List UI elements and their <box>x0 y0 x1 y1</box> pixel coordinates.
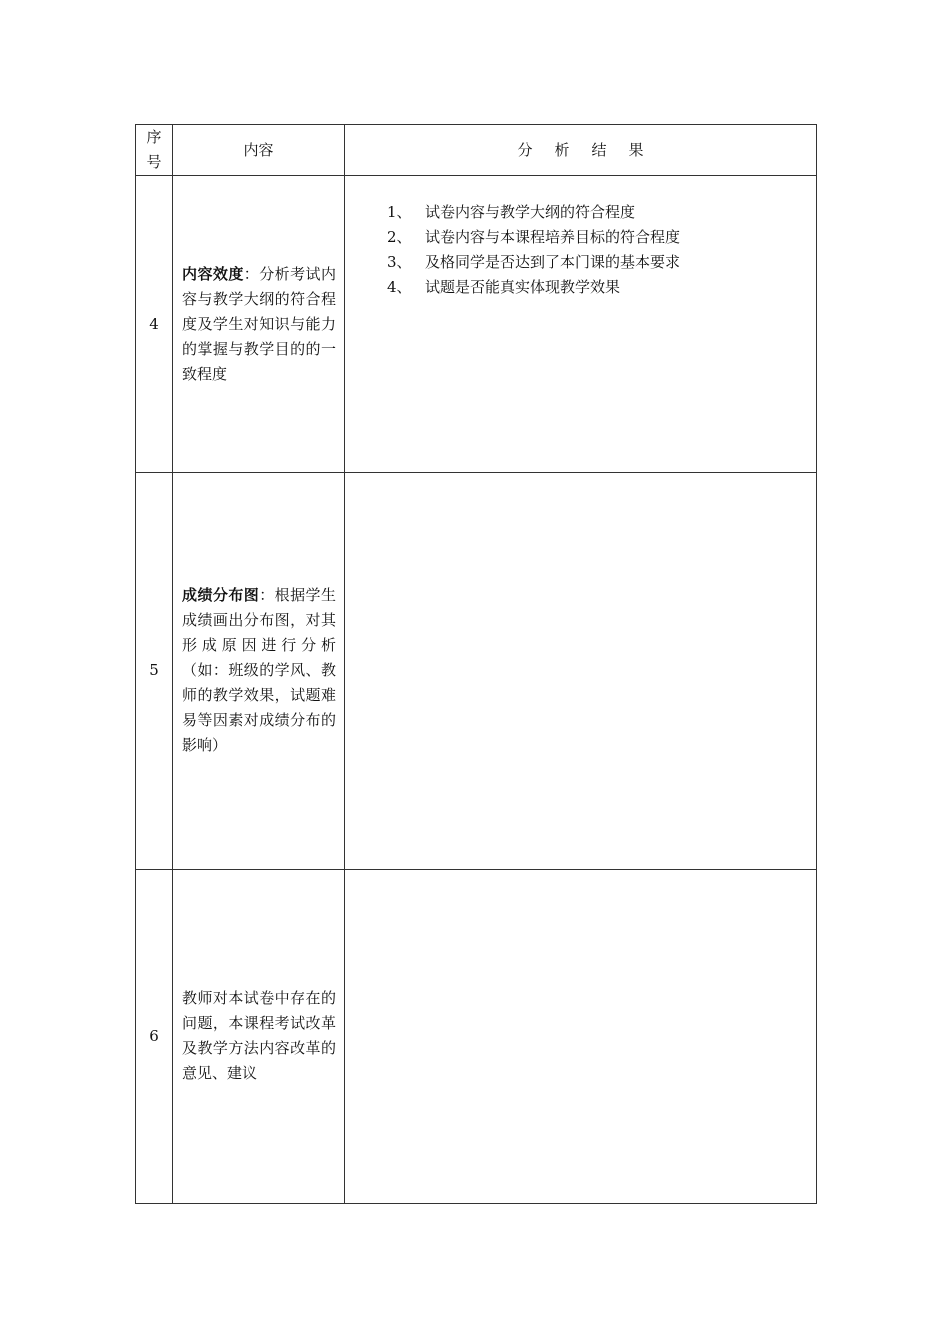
row-number: 6 <box>136 869 173 1203</box>
row-content <box>173 473 345 869</box>
row-content <box>173 869 345 1203</box>
list-item-text: 试卷内容与教学大纲的符合程度 <box>425 203 636 222</box>
table-row <box>136 176 817 473</box>
list-item <box>387 250 816 275</box>
list-item-text: 试题是否能真实体现教学效果 <box>425 278 621 297</box>
list-item <box>387 275 816 300</box>
header-number-line1: 序 <box>146 128 162 147</box>
row-result-empty[interactable] <box>345 473 817 869</box>
list-item-text: 试卷内容与本课程培养目标的符合程度 <box>425 228 681 247</box>
table-row <box>136 473 817 869</box>
row-content-body: 教师对本试卷中存在的问题，本课程考试改革及教学方法内容改革的意见、建议 <box>182 989 336 1083</box>
list-item <box>387 200 816 225</box>
row-content <box>173 176 345 473</box>
list-item-index: 4、 <box>387 278 412 297</box>
list-item-index: 3、 <box>387 253 412 272</box>
table-header-row <box>136 125 817 176</box>
row-content-lead: 成绩分布图 <box>182 586 260 605</box>
table-row <box>136 869 817 1203</box>
header-number-line2: 号 <box>146 153 162 172</box>
header-result: 分析结果 <box>345 125 817 176</box>
list-item-text: 及格同学是否达到了本门课的基本要求 <box>425 253 681 272</box>
row-content-body: ：根据学生成绩画出分布图，对其形成原因进行分析（如：班级的学风、教师的教学效果，试题难易等因素对成绩分布的影响） <box>182 586 336 755</box>
row-result-empty[interactable] <box>345 869 817 1203</box>
row-result <box>345 176 817 473</box>
header-number <box>136 125 173 176</box>
row-number: 4 <box>136 176 173 473</box>
row-number: 5 <box>136 473 173 869</box>
list-item-index: 1、 <box>387 203 412 222</box>
list-item-index: 2、 <box>387 228 412 247</box>
result-list <box>387 200 816 300</box>
analysis-table <box>135 124 817 1204</box>
header-content: 内容 <box>173 125 345 176</box>
row-content-body: ：分析考试内容与教学大纲的符合程度及学生对知识与能力的掌握与教学目的的一致程度 <box>182 264 336 383</box>
list-item <box>387 225 816 250</box>
row-content-lead: 内容效度 <box>182 264 244 283</box>
